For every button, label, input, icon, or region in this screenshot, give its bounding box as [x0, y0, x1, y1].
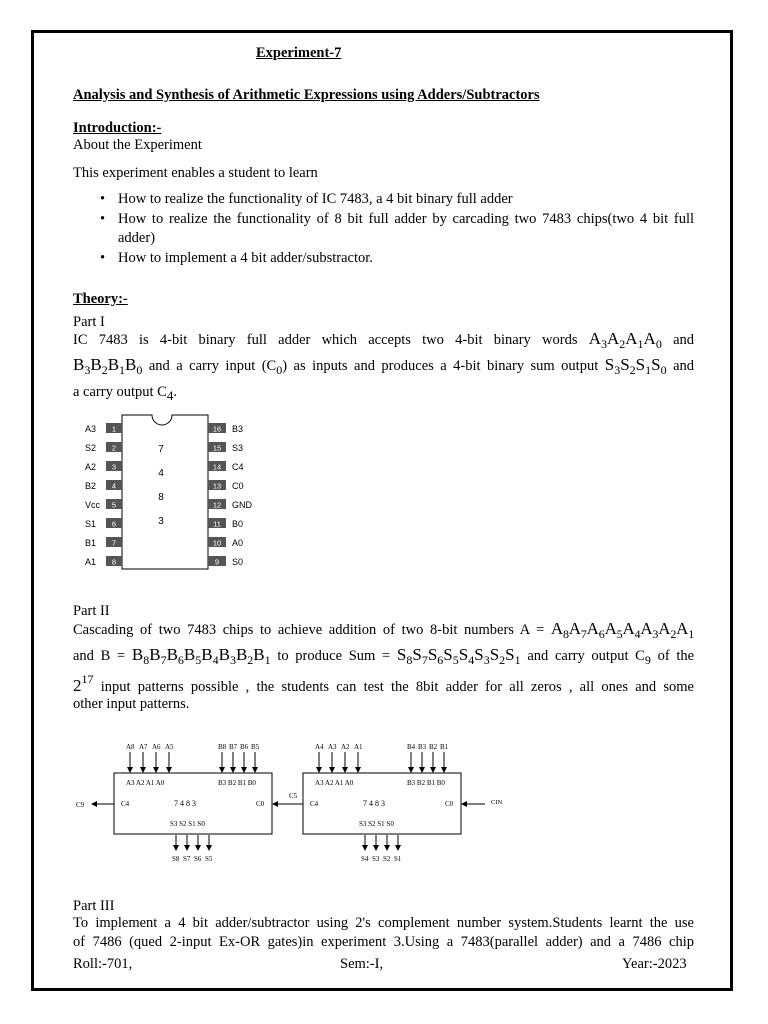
part2-text: and B = [73, 648, 126, 664]
ic-pin-number: 6 [111, 519, 117, 529]
chip-a-pins: A3 A2 A1 A0 [126, 779, 165, 787]
ic-pin-label: A1 [85, 557, 97, 567]
input-b-label: B6 [240, 743, 249, 751]
sum-output-label: S7 [183, 855, 191, 863]
input-a-label: A2 [341, 743, 350, 751]
chip-label: 7483 [174, 799, 198, 808]
input-a-label: A4 [315, 743, 324, 751]
input-a-label: A3 [328, 743, 337, 751]
part2-text: to produce Sum = [277, 648, 391, 664]
chip-b-pins: B3 B2 B1 B0 [407, 779, 445, 787]
ic-pin-number: 16 [212, 424, 222, 434]
part3-label: Part III [73, 898, 115, 914]
ic-pin-number: 13 [212, 481, 222, 491]
ic-pin-number: 7 [111, 538, 117, 548]
ic-chip-digit: 3 [158, 516, 164, 527]
carry-out-label: C9 [76, 801, 85, 809]
intro-bullet: • How to realize the functionality of 8 bit full adder by carcading two 7483 chips(two 4 bit full adder) [73, 210, 694, 249]
carry-link-label: C5 [289, 792, 298, 800]
sum-output-label: S5 [205, 855, 213, 863]
part2-text: Cascading of two 7483 chips to achieve addition of two 8-bit numbers A = [73, 622, 545, 638]
intro-lead: This experiment enables a student to learn [73, 165, 318, 181]
input-a-label: A5 [165, 743, 174, 751]
ic-pin-label: S0 [232, 557, 244, 567]
part2-text: and carry output $C_9$ [527, 648, 651, 667]
word-b-8bit: $B_8B_7B_6B_5B_4B_3B_2B_1$ [131, 645, 271, 667]
ic-7483-pinout [80, 412, 265, 574]
input-b-label: B1 [440, 743, 449, 751]
theory-heading: Theory:- [73, 291, 128, 307]
part1-text: and [673, 332, 694, 348]
ic-pin-label: S2 [85, 443, 97, 453]
part2-label: Part II [73, 603, 110, 619]
input-a-label: A1 [354, 743, 363, 751]
experiment-title: Experiment-7 [256, 45, 342, 61]
ic-pin-label: B2 [85, 481, 97, 491]
intro-bullet: • How to implement a 4 bit adder/substractor. [73, 249, 694, 269]
cascade-adder-diagram [70, 738, 520, 870]
ic-pin-label: Vcc [85, 500, 101, 510]
word-s-8bit: $S_8S_7S_6S_5S_4S_3S_2S_1$ [396, 645, 521, 667]
sum-output-label: S1 [394, 855, 402, 863]
ic-pin-label: S3 [232, 443, 244, 453]
ic-pin-number: 1 [111, 424, 117, 434]
input-b-label: B7 [229, 743, 238, 751]
ic-chip-digit: 7 [158, 444, 164, 455]
sum-output-label: S8 [172, 855, 180, 863]
ic-pin-label: C0 [232, 481, 244, 491]
input-a-label: A8 [126, 743, 135, 751]
part3-line2: of 7486 (qued 2-input Ex-OR gates)in experiment 3.Using a 7483(parallel adder) and a 7486 chip [73, 934, 694, 950]
ic-pin-label: B1 [85, 538, 97, 548]
ic-pin-label: B0 [232, 519, 244, 529]
part1-line1 [73, 326, 694, 353]
chip-sum-pins: S3 S2 S1 S0 [170, 820, 205, 828]
footer-year: Year:-2023 [622, 956, 687, 972]
intro-bullet: • How to realize the functionality of IC 7483, a 4 bit binary full adder [73, 190, 694, 210]
part1-label: Part I [73, 314, 105, 330]
ic-pin-label: GND [232, 500, 252, 510]
ic-pin-number: 10 [212, 538, 222, 548]
intro-bullet-list [73, 190, 694, 268]
part1-line2 [73, 352, 694, 379]
word-b-4bit: $B_3B_2B_1B_0$ [73, 355, 143, 377]
part3-line1: To implement a 4 bit adder/subtractor using 2's complement number system.Students learnt the use [73, 915, 694, 931]
ic-pin-label: C4 [232, 462, 244, 472]
sum-output-label: S2 [383, 855, 391, 863]
input-b-label: B4 [407, 743, 416, 751]
sum-output-label: S3 [372, 855, 380, 863]
ic-pin-number: 8 [111, 557, 117, 567]
chip-a-pins: A3 A2 A1 A0 [315, 779, 354, 787]
carry-in-label: CIN [491, 799, 503, 806]
chip-sum-pins: S3 S2 S1 S0 [359, 820, 394, 828]
part1-line3: a carry output $C_4$. [73, 384, 177, 403]
part2-text: of the [657, 648, 695, 664]
part1-text: and [673, 358, 695, 374]
ic-pin-number: 3 [111, 462, 117, 472]
ic-pin-label: A3 [85, 424, 97, 434]
sum-output-label: S6 [194, 855, 202, 863]
ic-pin-label: A2 [85, 462, 97, 472]
chip-cin-label: C0 [256, 800, 265, 808]
part1-text: IC 7483 is 4-bit binary full adder which accepts two 4-bit binary words [73, 332, 578, 348]
input-b-label: B8 [218, 743, 227, 751]
footer-roll: Roll:-701, [73, 956, 133, 972]
word-a-8bit: $A_8A_7A_6A_5A_4A_3A_2A_1$ [550, 619, 695, 641]
part2-line4: other input patterns. [73, 696, 190, 712]
ic-pin-number: 15 [212, 443, 222, 453]
input-a-label: A7 [139, 743, 148, 751]
chip-cout-label: C4 [310, 800, 319, 808]
ic-pin-number: 12 [212, 500, 222, 510]
ic-pin-number: 2 [111, 443, 117, 453]
input-b-label: B5 [251, 743, 260, 751]
sum-output-label: S4 [361, 855, 369, 863]
footer-sem: Sem:-I, [340, 956, 384, 972]
ic-pin-number: 14 [212, 462, 222, 472]
chip-cin-label: C0 [445, 800, 454, 808]
ic-pin-number: 5 [111, 500, 117, 510]
ic-chip-digit: 4 [158, 468, 164, 479]
ic-body [122, 415, 208, 569]
input-a-label: A6 [152, 743, 161, 751]
part2-line2 [73, 642, 694, 669]
input-b-label: B3 [418, 743, 427, 751]
part2-text: input patterns possible , the students can test the 8bit adder for all zeros , all ones and some [100, 679, 694, 695]
ic-pin-label: B3 [232, 424, 244, 434]
ic-pin-number: 9 [214, 557, 220, 567]
ic-pin-number: 11 [213, 519, 221, 529]
ic-pin-label: S1 [85, 519, 97, 529]
intro-heading: Introduction:- [73, 120, 162, 136]
ic-pin-number: 4 [111, 481, 117, 491]
input-b-label: B2 [429, 743, 438, 751]
word-a-4bit: $A_3A_2A_1A_0$ [588, 329, 662, 351]
part2-line1 [73, 616, 694, 643]
power-2-17: $2^{17}$ [73, 672, 94, 695]
chip-b-pins: B3 B2 B1 B0 [218, 779, 256, 787]
experiment-subtitle: Analysis and Synthesis of Arithmetic Expressions using Adders/Subtractors [73, 87, 540, 103]
ic-chip-digit: 8 [158, 492, 164, 503]
intro-about: About the Experiment [73, 137, 202, 153]
chip-cout-label: C4 [121, 800, 130, 808]
word-s-4bit: $S_3S_2S_1S_0$ [604, 355, 667, 377]
part1-text: and a carry input $(C_0)$ as inputs and produces a 4-bit binary sum output [148, 358, 599, 377]
chip-label: 7483 [363, 799, 387, 808]
ic-pin-label: A0 [232, 538, 244, 548]
